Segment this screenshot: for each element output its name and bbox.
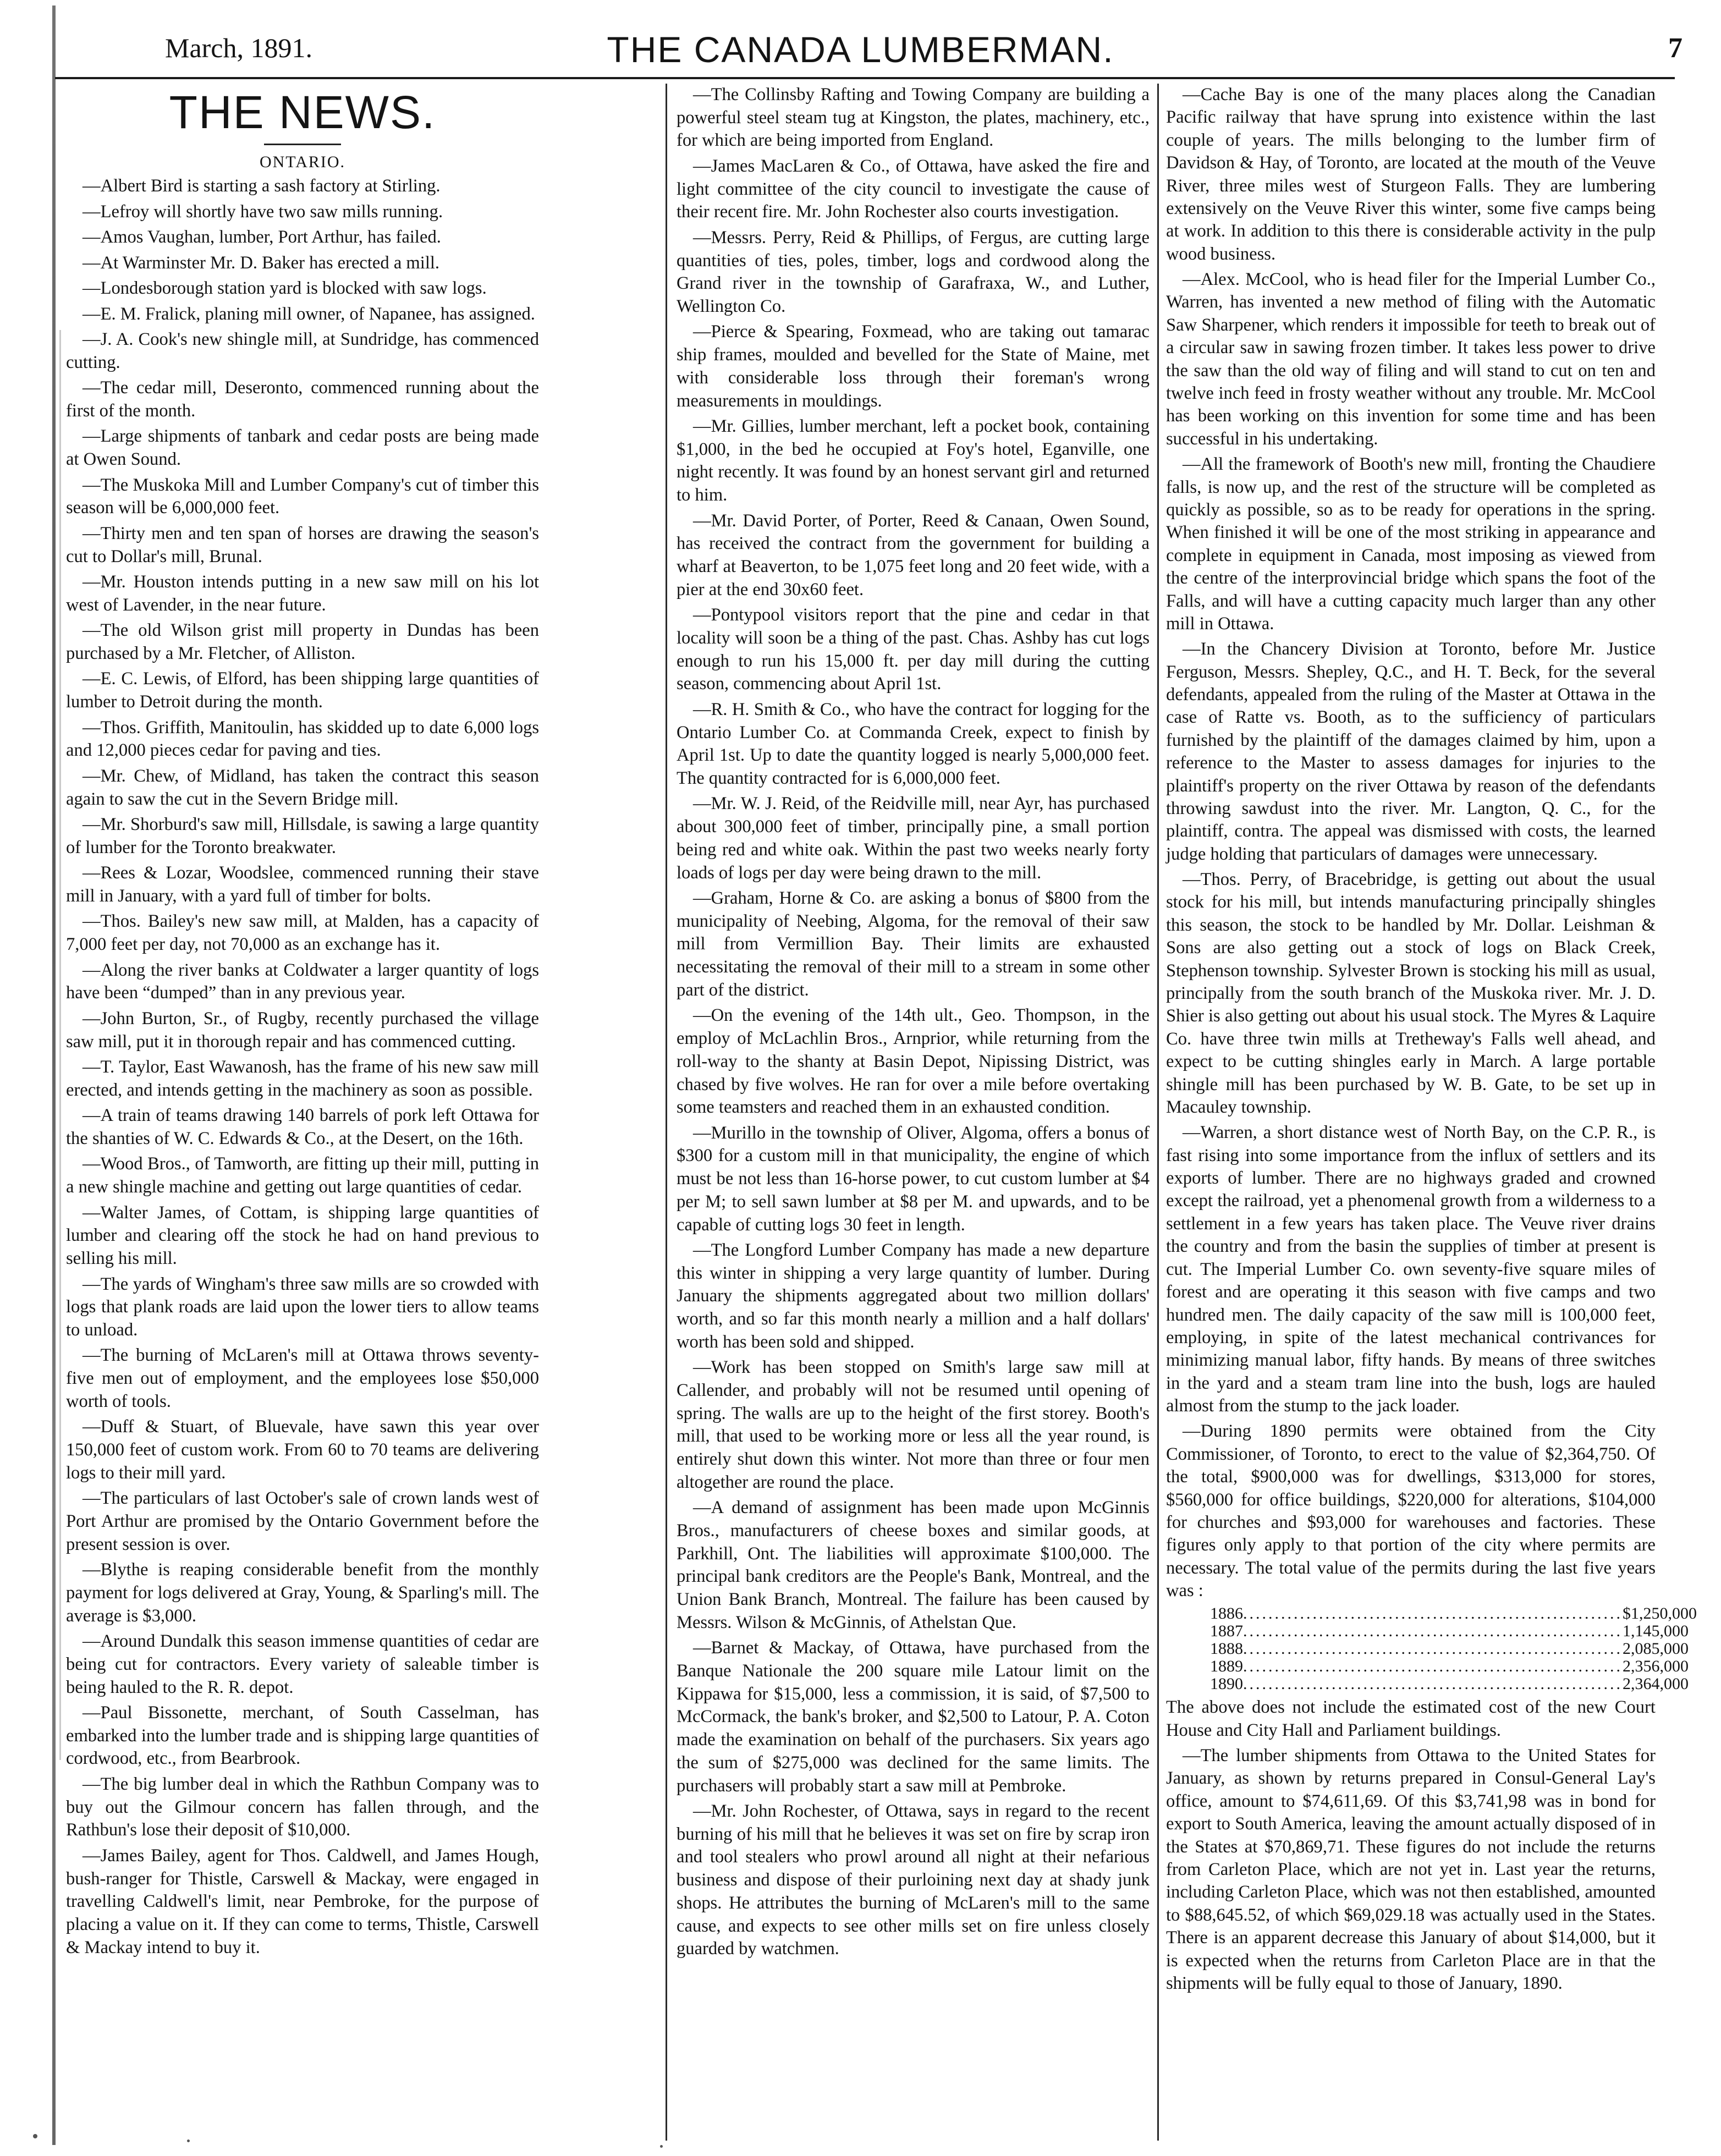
dot-leader: ............................................................ <box>1243 1657 1623 1676</box>
news-item: —Rees & Lozar, Woodslee, commenced running their stave mill in January, with a yard full of timber for bolts. <box>66 863 539 906</box>
news-item: The above does not include the estimated cost of the new Court House and City Hall and Parliament buildings. <box>1166 1697 1656 1740</box>
permits-amount: 2,356,000 <box>1623 1657 1689 1676</box>
dot-leader: ............................................................ <box>1243 1622 1623 1641</box>
news-item: —Murillo in the township of Oliver, Algoma, offers a bonus of $300 for a custom mill in that municipality, the engine of which must be not less than 16-horse power, to cut custom lumber at $4 per M; to sell sawn lumber at $8 per M. and upwards, and to be capable of cutting logs 30 feet in length. <box>677 1123 1150 1235</box>
news-item: —The lumber shipments from Ottawa to the United States for January, as shown by returns prepared in Consul-General Lay's office, amount to $74,611,69. Of this $3,741,98 was in bond for export to South America, leaving the amount actually disposed of in the States at $70,869,71. These figures do not include the returns from Carleton Place, which are not yet in. Last year the returns, including Carleton Place, which was not then established, amounted to $88,645.52, of which $69,029.18 was actually used in the States. There is an apparent decrease this January of about $14,000, but it is expected when the returns from Carleton Place are in that the shipments will be fully equal to those of January, 1890. <box>1166 1746 1656 1994</box>
news-item: —Paul Bissonette, merchant, of South Casselman, has embarked into the lumber trade and is shipping large quantities of cordwood, etc., from Bearbrook. <box>66 1703 539 1769</box>
news-item: —Duff & Stuart, of Bluevale, have sawn this year over 150,000 feet of custom work. From 60 to 70 teams are delivering logs to their mill yard. <box>66 1417 539 1483</box>
news-item: —Warren, a short distance west of North Bay, on the C.P. R., is fast rising into some importance from the influx of settlers and its exports of lumber. There are no highways graded and crowned except the railroad, yet a phenomenal growth from a wilderness to a settlement in a few years has taken place. The Veuve river drains the country and from the basin the supplies of timber at present is cut. The Imperial Lumber Co. own seventy-five square miles of forest and are operating it this season with five camps and two hundred men. The daily capacity of the saw mill is 100,000 feet, employing, in spite of the latest mechanical contrivances for minimizing manual labor, fifty hands. By means of three switches in the yard and a steam tram line into the bush, logs are hauled almost from the stump to the jack loader. <box>1166 1123 1656 1416</box>
news-item: —Along the river banks at Coldwater a larger quantity of logs have been “dumped” than in any previous year. <box>66 960 539 1003</box>
news-item: —Blythe is reaping considerable benefit from the monthly payment for logs delivered at Gray, Young, & Sparling's mill. The average is $3,000. <box>66 1560 539 1626</box>
news-item: —The big lumber deal in which the Rathbun Company was to buy out the Gilmour concern has fallen through, and the Rathbun's lose their deposit of $10,000. <box>66 1774 539 1840</box>
news-item: —Wood Bros., of Tamworth, are fitting up their mill, putting in a new shingle machine and getting out large quantities of cedar. <box>66 1154 539 1197</box>
news-item: —Londesborough station yard is blocked with saw logs. <box>83 278 487 298</box>
news-item: —Large shipments of tanbark and cedar posts are being made at Owen Sound. <box>66 426 539 470</box>
dot-leader: ............................................................ <box>1243 1604 1623 1623</box>
permits-amount: 1,145,000 <box>1623 1622 1689 1641</box>
permits-row <box>1210 1604 1697 1623</box>
column-3-items-after <box>1166 1696 1656 1995</box>
news-item: —Mr. W. J. Reid, of the Reidville mill, near Ayr, has purchased about 300,000 feet of timber, principally pine, a small portion being red and white oak. Within the past two weeks nearly forty loads of logs per day were being drawn to the mill. <box>677 794 1150 883</box>
permits-year: 1888 <box>1210 1640 1243 1658</box>
dot-leader: ............................................................ <box>1243 1675 1623 1693</box>
section-heading: ONTARIO. <box>259 153 346 171</box>
news-item: —Graham, Horne & Co. are asking a bonus of $800 from the municipality of Neebing, Algoma, for the removal of their saw mill from Vermillion Bay. Their limits are exhausted necessitating the removal of their mill to a stream in some other part of the district. <box>677 888 1150 1000</box>
permits-table <box>1210 1604 1697 1693</box>
permits-row <box>1210 1622 1689 1641</box>
column-2 <box>677 84 1150 2141</box>
column-1-items <box>66 175 539 1959</box>
print-speck <box>660 2145 663 2148</box>
news-item: —Alex. McCool, who is head filer for the Imperial Lumber Co., Warren, has invented a new method of filing with the Automatic Saw Sharpener, which renders it impossible for teeth to break out of a circular saw in sawing frozen timber. It takes less power to drive the saw than the old way of filing and will stand to cut on ten and twelve inch feed in frosty weather without any trouble. Mr. McCool has been working on this invention for some time and has been successful in his undertaking. <box>1166 270 1656 449</box>
news-item: —The particulars of last October's sale of crown lands west of Port Arthur are promised by the Ontario Government before the present session is over. <box>66 1488 539 1554</box>
news-item: —At Warminster Mr. D. Baker has erected a mill. <box>83 252 440 273</box>
issue-date: March, 1891. <box>165 32 312 63</box>
news-item: —The Collinsby Rafting and Towing Company are building a powerful steel steam tug at Kingston, the plates, machinery, etc., for which are being imported from England. <box>677 85 1150 151</box>
print-speck <box>33 2134 37 2138</box>
news-item: —J. A. Cook's new shingle mill, at Sundridge, has commenced cutting. <box>66 329 539 372</box>
news-item: —E. M. Fralick, planing mill owner, of Napanee, has assigned. <box>83 304 535 324</box>
column-1 <box>66 84 539 2141</box>
news-item: —Walter James, of Cottam, is shipping large quantities of lumber and clearing off the stock he had on hand previous to selling his mill. <box>66 1202 539 1269</box>
news-item: —The Muskoka Mill and Lumber Company's cut of timber this season will be 6,000,000 feet. <box>66 475 539 518</box>
dot-leader: ............................................................ <box>1243 1640 1623 1658</box>
column-3-items <box>1166 84 1656 1603</box>
news-item: —In the Chancery Division at Toronto, before Mr. Justice Ferguson, Messrs. Shepley, Q.C., and H. T. Beck, for the several defendants, appealed from the ruling of the Master at Ottawa in the case of Ratte vs. Booth, as to the sufficiency of particulars furnished by the plaintiff of the damages claimed by him, upon a reference to the Master to assess damages for injuries to the plaintiff's property on the river Ottawa by reason of the defendants throwing sawdust into the river. Mr. Langton, Q. C., for the plaintiff, contra. The appeal was dismissed with costs, the learned judge holding that particulars of damages were unnecessary. <box>1166 639 1656 864</box>
permits-amount: $1,250,000 <box>1623 1604 1697 1623</box>
binding-edge-shadow <box>59 330 61 1760</box>
news-item: —Mr. Shorburd's saw mill, Hillsdale, is sawing a large quantity of lumber for the Toronto breakwater. <box>66 815 539 857</box>
page-header <box>0 0 1721 82</box>
column-3 <box>1166 84 1697 2141</box>
news-item: —Mr. David Porter, of Porter, Reed & Canaan, Owen Sound, has received the contract from the government for building a wharf at Beaverton, to be 1,075 feet long and 20 feet wide, with a pier at the end 30x60 feet. <box>677 510 1150 600</box>
publication-title: THE CANADA LUMBERMAN. <box>607 29 1114 70</box>
news-item: —Mr. Gillies, lumber merchant, left a pocket book, containing $1,000, in the bed he occupied at Foy's hotel, Eganville, one night recently. It was found by an honest servant girl and returned to him. <box>677 416 1150 505</box>
news-item: —Mr. John Rochester, of Ottawa, says in regard to the recent burning of his mill that he believes it was set on fire by scrap iron and tool stealers who prowl around all night at their nefarious business and dispose of their purloining next day at shady junk shops. He attributes the burning of McLaren's mill to the same cause, and expects to see other mills set on fire unless closely guarded by watchmen. <box>677 1801 1150 1959</box>
news-item: —R. H. Smith & Co., who have the contract for logging for the Ontario Lumber Co. at Commanda Creek, expect to finish by April 1st. Up to date the quantity logged is nearly 5,000,000 feet. The quantity contracted for is 6,000,000 feet. <box>677 699 1150 788</box>
news-item: —T. Taylor, East Wawanosh, has the frame of his new saw mill erected, and intends getting in the machinery as soon as possible. <box>66 1057 539 1100</box>
page-number: 7 <box>1668 32 1682 64</box>
news-item: —Cache Bay is one of the many places along the Canadian Pacific railway that have sprung into existence within the last couple of years. The mills belonging to the lumber firm of Davidson & Hay, of Toronto, are located at the mouth of the Veuve River, three miles west of Sturgeon Falls. They are lumbering extensively on the Veuve River this winter, some five camps being at work. In addition to this there is considerable activity in the pulp wood business. <box>1166 85 1656 264</box>
news-item: —On the evening of the 14th ult., Geo. Thompson, in the employ of McLachlin Bros., Arnprior, while returning from the roll-way to the shanty at Basin Depot, Nipissing District, was chased by five wolves. He ran for over a mile before overtaking some teamsters and reached them in an exhausted condition. <box>677 1005 1150 1118</box>
binding-edge-mark <box>52 6 56 2145</box>
news-item: —John Burton, Sr., of Rugby, recently purchased the village saw mill, put it in thorough repair and has commenced cutting. <box>66 1008 539 1052</box>
news-item: —Barnet & Mackay, of Ottawa, have purchased from the Banque Nationale the 200 square mile Latour limit on the Kippawa for $15,000, less a commission, it is said, of $7,500 to McCormack, the bank's broker, and $2,500 to Latour, P. A. Coton made the examination on behalf of the purchasers. Six years ago the sum of $275,000 was declined for the same limits. The purchasers will probably start a saw mill at Pembroke. <box>677 1638 1150 1796</box>
header-rule <box>55 77 1675 79</box>
news-item: —The yards of Wingham's three saw mills are so crowded with logs that plank roads are laid upon the lower tiers to allow teams to unload. <box>66 1274 539 1340</box>
news-item: —The Longford Lumber Company has made a new departure this winter in shipping a very large quantity of lumber. During January the shipments aggregated about two million dollars' worth, and so far this month nearly a million and a half dollars' worth has been sold and shipped. <box>677 1240 1150 1352</box>
permits-row <box>1210 1675 1689 1693</box>
news-item: —The cedar mill, Deseronto, commenced running about the first of the month. <box>66 378 539 421</box>
print-speck <box>187 2140 190 2142</box>
permits-year: 1890 <box>1210 1675 1243 1693</box>
news-item: —Thirty men and ten span of horses are drawing the season's cut to Dollar's mill, Brunal. <box>66 523 539 566</box>
news-item: —The burning of McLaren's mill at Ottawa throws seventy-five men out of employment, and the employees lose $50,000 worth of tools. <box>66 1345 539 1411</box>
news-item: —During 1890 permits were obtained from the City Commissioner, of Toronto, to erect to the value of $2,364,750. Of the total, $900,000 was for dwellings, $313,000 for stores, $560,000 for office buildings, $220,000 for alterations, $104,000 for churches and $93,000 for warehouses and factories. These figures only apply to that portion of the city where permits are necessary. The total value of the permits during the last five years was : <box>1166 1421 1656 1601</box>
news-item: —Messrs. Perry, Reid & Phillips, of Fergus, are cutting large quantities of ties, poles, timber, logs and cordwood along the Grand river in the township of Garafraxa, W., and Luther, Wellington Co. <box>677 227 1150 316</box>
news-item: —Pontypool visitors report that the pine and cedar in that locality will soon be a thing of the past. Chas. Ashby has cut logs enough to run his 15,000 ft. per day mill during the cutting season, commencing about April 1st. <box>677 605 1150 694</box>
news-item: —Thos. Perry, of Bracebridge, is getting out about the usual stock for his mill, but intends manufacturing principally shingles this season, the stock to be handled by Mr. Dollar. Leishman & Sons are also getting out a stock of logs on Black Creek, Stephenson township. Sylvester Brown is stocking his mill as usual, principally from the south branch of the Muskoka river. Mr. J. D. Shier is also getting out about his usual stock. The Myres & Laquire Co. have three twin mills at Tretheway's Falls well ahead, and expect to be cutting shingles early in March. A large portable shingle mill has been purchased by W. B. Gate, to be set up in Macauley township. <box>1166 870 1656 1118</box>
permits-row <box>1210 1640 1689 1658</box>
news-item: —Around Dundalk this season immense quantities of cedar are being cut for contractors. Every variety of saleable timber is being hauled to the R. R. depot. <box>66 1631 539 1697</box>
news-item: —The old Wilson grist mill property in Dundas has been purchased by a Mr. Fletcher, of Alliston. <box>66 620 539 663</box>
news-item: —Mr. Houston intends putting in a new saw mill on his lot west of Lavender, in the near future. <box>66 572 539 615</box>
news-item: —All the framework of Booth's new mill, fronting the Chaudiere falls, is now up, and the rest of the structure will be completed as quickly as possible, so as to be ready for operations in the spring. When finished it will be one of the most striking in appearance and complete in equipment in Canada, most imposing as viewed from the centre of the interprovincial bridge which spans the foot of the Falls, and will have a cutting capacity much larger than any other mill in Ottawa. <box>1166 454 1656 634</box>
news-item: —Thos. Griffith, Manitoulin, has skidded up to date 6,000 logs and 12,000 pieces cedar for paving and ties. <box>66 717 539 761</box>
news-item: —A train of teams drawing 140 barrels of pork left Ottawa for the shanties of W. C. Edwards & Co., at the Desert, on the 16th. <box>66 1106 539 1148</box>
news-item: —A demand of assignment has been made upon McGinnis Bros., manufacturers of cheese boxes and similar goods, at Parkhill, Ont. The liabilities will approximate $100,000. The principal bank creditors are the People's Bank, Montreal, and the Union Bank Branch, Montreal. The failure has been caused by Messrs. Wilson & McGinnis, of Athelstan Que. <box>677 1498 1150 1632</box>
permits-row <box>1210 1657 1689 1676</box>
permits-amount: 2,085,000 <box>1623 1640 1689 1658</box>
news-item: —Lefroy will shortly have two saw mills running. <box>83 201 443 222</box>
permits-year: 1887 <box>1210 1622 1243 1641</box>
news-item: —James Bailey, agent for Thos. Caldwell, and James Hough, bush-ranger for Thistle, Carswell & Mackay, were engaged in travelling Caldwell's limit, near Pembroke, for the purpose of placing a value on it. If they can come to terms, Thistle, Carswell & Mackay intend to buy it. <box>66 1845 539 1957</box>
news-item: —Albert Bird is starting a sash factory at Stirling. <box>83 176 441 196</box>
masthead-rule <box>264 144 341 145</box>
news-item: —Work has been stopped on Smith's large saw mill at Callender, and probably will not be resumed until opening of spring. The walls are up to the height of the first storey. Booth's mill, that used to be working more or less all the year round, is entirely shut down this winter. Not more than three or four men altogether are round the place. <box>677 1357 1150 1492</box>
permits-year: 1886 <box>1210 1604 1243 1623</box>
news-item: —Mr. Chew, of Midland, has taken the contract this season again to saw the cut in the Severn Bridge mill. <box>66 766 539 809</box>
permits-amount: 2,364,000 <box>1623 1675 1689 1693</box>
section-masthead: THE NEWS. <box>169 86 436 138</box>
column-divider-1 <box>666 84 667 2141</box>
news-item: —Amos Vaughan, lumber, Port Arthur, has failed. <box>83 227 441 247</box>
news-item: —E. C. Lewis, of Elford, has been shipping large quantities of lumber to Detroit during the month. <box>66 669 539 712</box>
column-divider-2 <box>1157 84 1159 2141</box>
permits-year: 1889 <box>1210 1657 1243 1676</box>
column-2-items <box>677 84 1150 1961</box>
news-item: —James MacLaren & Co., of Ottawa, have asked the fire and light committee of the city council to investigate the cause of their recent fire. Mr. John Rochester also courts investigation. <box>677 156 1150 222</box>
news-item: —Pierce & Spearing, Foxmead, who are taking out tamarac ship frames, moulded and bevelled for the State of Maine, met with considerable loss through their foreman's wrong measurements in mouldings. <box>677 322 1150 411</box>
news-item: —Thos. Bailey's new saw mill, at Malden, has a capacity of 7,000 feet per day, not 70,000 as an exchange has it. <box>66 911 539 955</box>
